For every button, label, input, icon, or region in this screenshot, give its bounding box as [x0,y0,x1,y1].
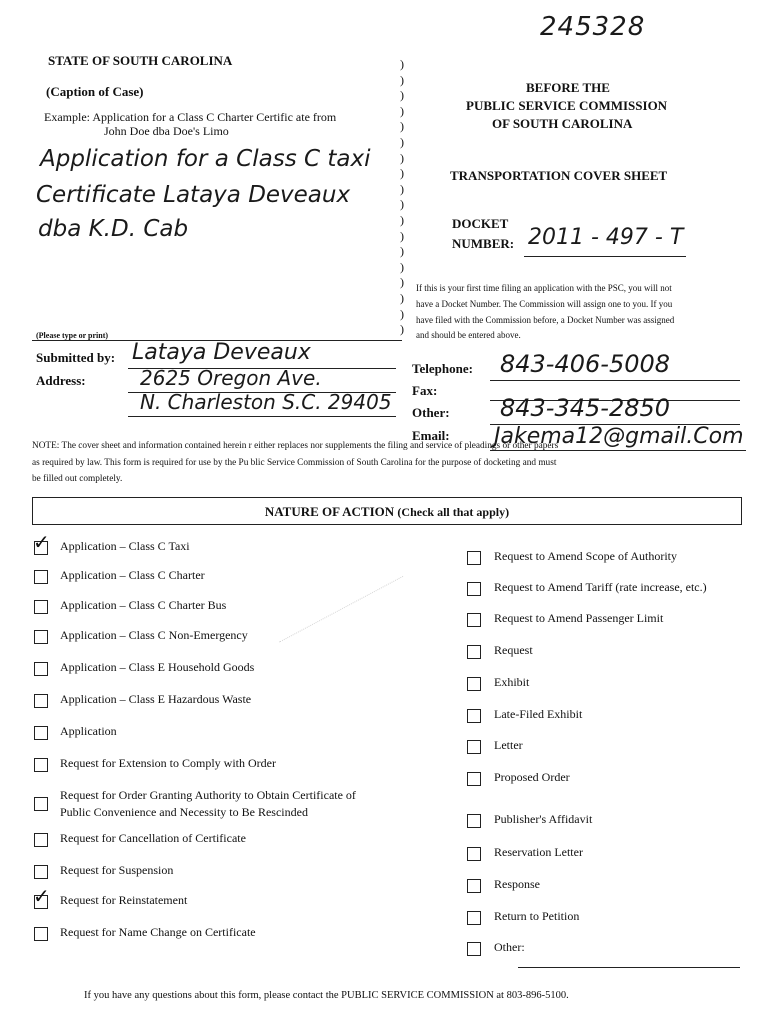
paren-mark: ) [400,213,404,227]
docket-note-line4: and should be entered above. [416,330,521,340]
nature-option-label: Application – Class C Taxi [60,539,190,553]
caption-handwritten-1: Application for a Class C taxi [40,146,371,172]
nature-option-label: Request for Reinstatement [60,893,188,907]
faint-stamp-mark [279,576,425,683]
caption-example-line1: Example: Application for a Class C Charter Certific ate from [44,110,337,124]
nature-option-label: Request for Name Change on Certificate [60,925,256,939]
docket-label-1: DOCKET [452,216,509,231]
paren-mark: ) [400,57,404,71]
nature-option-label: Proposed Order [494,770,570,784]
nature-left-checkbox[interactable] [34,662,48,676]
nature-right-checkbox[interactable] [467,613,481,627]
docket-note-line2: have a Docket Number. The Commission will assign one to you. If you [416,299,673,309]
nature-right-checkbox[interactable] [467,551,481,565]
nature-left-checkbox[interactable] [34,570,48,584]
nature-of-action-box [32,497,742,525]
nature-left-checkbox[interactable] [34,865,48,879]
nature-right-checkbox[interactable] [467,709,481,723]
paren-mark: ) [400,103,404,118]
nature-option-label: Request for Order Granting Authority to Obtain Certificate of [60,788,356,802]
other-label: Other: [412,405,450,420]
note-line1: NOTE: The cover sheet and information contained herein r either replaces nor supplements the filing and service of pleadings or other papers [32,441,559,451]
docket-label-2: NUMBER: [452,236,515,251]
nature-option-label-line2: Public Convenience and Necessity to Be Rescinded [60,805,308,819]
nature-option-label: Request for Cancellation of Certificate [60,831,246,845]
nature-option-label: Application – Class C Charter [60,568,205,582]
paren-mark: ) [400,135,404,149]
caption-handwritten-3: dba K.D. Cab [38,216,189,242]
nature-option-label: Request to Amend Passenger Limit [494,611,664,625]
handwritten-docket-id: 245328 [540,12,646,42]
nature-right-checkbox[interactable] [467,879,481,893]
email-value[interactable]: Jakema12@gmail.Com [494,424,744,449]
submitted-by-value[interactable]: Lataya Deveaux [132,340,311,365]
before-line3: OF SOUTH CAROLINA [492,116,633,131]
paren-mark: ) [400,259,404,274]
checkmark-icon: ✓ [33,532,50,554]
nature-option-label: Letter [494,738,523,752]
paren-mark: ) [400,119,404,134]
nature-right-checkbox[interactable] [467,911,481,925]
submitted-by-label: Submitted by: [36,350,116,365]
address-underline-2 [128,416,396,417]
telephone-label: Telephone: [412,361,473,376]
email-label: Email: [412,428,450,443]
nature-left-checkbox[interactable] [34,758,48,772]
paren-mark: ) [400,306,404,321]
paren-mark: ) [400,166,404,181]
nature-option-label: Application – Class E Hazardous Waste [60,692,252,706]
before-line1: BEFORE THE [526,80,610,95]
nature-left-checkbox[interactable] [34,694,48,708]
paren-mark: ) [400,275,404,290]
address-label: Address: [36,373,86,388]
nature-right-checkbox[interactable] [467,772,481,786]
nature-option-label: Application – Class E Household Goods [60,660,255,674]
fax-label: Fax: [412,383,438,398]
docket-note-line3: have filed with the Commission before, a Docket Number was assigned [416,315,675,325]
nature-right-checkbox[interactable] [467,582,481,596]
caption-example-line2: John Doe dba Doe's Limo [104,124,229,138]
nature-option-label: Return to Petition [494,909,580,923]
paren-mark: ) [400,244,404,259]
nature-right-checkbox[interactable] [467,942,481,956]
checkmark-icon: ✓ [33,886,50,908]
nature-right-checkbox[interactable] [467,740,481,754]
nature-option-label: Request for Suspension [60,863,174,877]
nature-left-checkbox[interactable] [34,630,48,644]
note-line3: be filled out completely. [32,474,123,484]
nature-option-label: Other: [494,940,525,954]
nature-title: NATURE OF ACTION [264,504,395,519]
nature-left-checkbox[interactable] [34,600,48,614]
other-action-underline [518,967,740,968]
telephone-underline [490,380,740,381]
address-line1[interactable]: 2625 Oregon Ave. [140,366,322,390]
nature-left-checkbox[interactable] [34,833,48,847]
cover-sheet-title: TRANSPORTATION COVER SHEET [450,168,668,183]
nature-option-label: Reservation Letter [494,845,583,859]
other-value[interactable]: 843-345-2850 [500,394,671,422]
nature-option-label: Late-Filed Exhibit [494,707,583,721]
print-note: (Please type or print) [36,331,109,340]
nature-option-label: Application – Class C Charter Bus [60,598,227,612]
nature-right-checkbox[interactable] [467,677,481,691]
docket-underline [524,256,686,257]
paren-mark: ) [400,88,404,103]
nature-option-label: Request for Extension to Comply with Order [60,756,276,770]
nature-option-label: Application [60,724,117,738]
paren-mark: ) [400,228,404,243]
nature-option-label: Response [494,877,540,891]
footer-contact: If you have any questions about this form, please contact the PUBLIC SERVICE COMMISSION at 803-896-5100. [84,990,569,1001]
address-line2[interactable]: N. Charleston S.C. 29405 [140,390,392,414]
note-line2: as required by law. This form is required for use by the Pu blic Service Commission of South Carolina for the purpose of docketing and must [32,458,557,468]
nature-left-checkbox[interactable] [34,927,48,941]
docket-note-line1: If this is your first time filing an application with the PSC, you will not [416,283,672,293]
nature-option-label: Request to Amend Tariff (rate increase, etc.) [494,580,707,594]
nature-left-checkbox[interactable] [34,726,48,740]
nature-subtitle: (Check all that apply) [397,505,510,519]
nature-right-checkbox[interactable] [467,645,481,659]
nature-option-label: Publisher's Affidavit [494,812,593,826]
paren-mark: ) [400,291,404,305]
nature-option-label: Request to Amend Scope of Authority [494,549,677,563]
paren-mark: ) [400,72,404,87]
nature-right-checkbox[interactable] [467,814,481,828]
nature-right-checkbox[interactable] [467,847,481,861]
nature-option-label: Request [494,643,533,657]
before-line2: PUBLIC SERVICE COMMISSION [466,98,668,113]
paren-mark: ) [400,322,404,337]
docket-number-value[interactable]: 2011 - 497 - T [528,225,684,250]
paren-mark: ) [400,197,404,212]
telephone-value[interactable]: 843-406-5008 [500,350,671,378]
nature-left-checkbox[interactable] [34,797,48,811]
paren-mark: ) [400,181,404,196]
nature-option-label: Application – Class C Non-Emergency [60,628,248,642]
state-heading: STATE OF SOUTH CAROLINA [48,53,233,68]
caption-handwritten-2: Certificate Lataya Deveaux [36,182,351,208]
caption-label: (Caption of Case) [46,84,144,99]
nature-option-label: Exhibit [494,675,530,689]
paren-mark: ) [400,150,404,165]
